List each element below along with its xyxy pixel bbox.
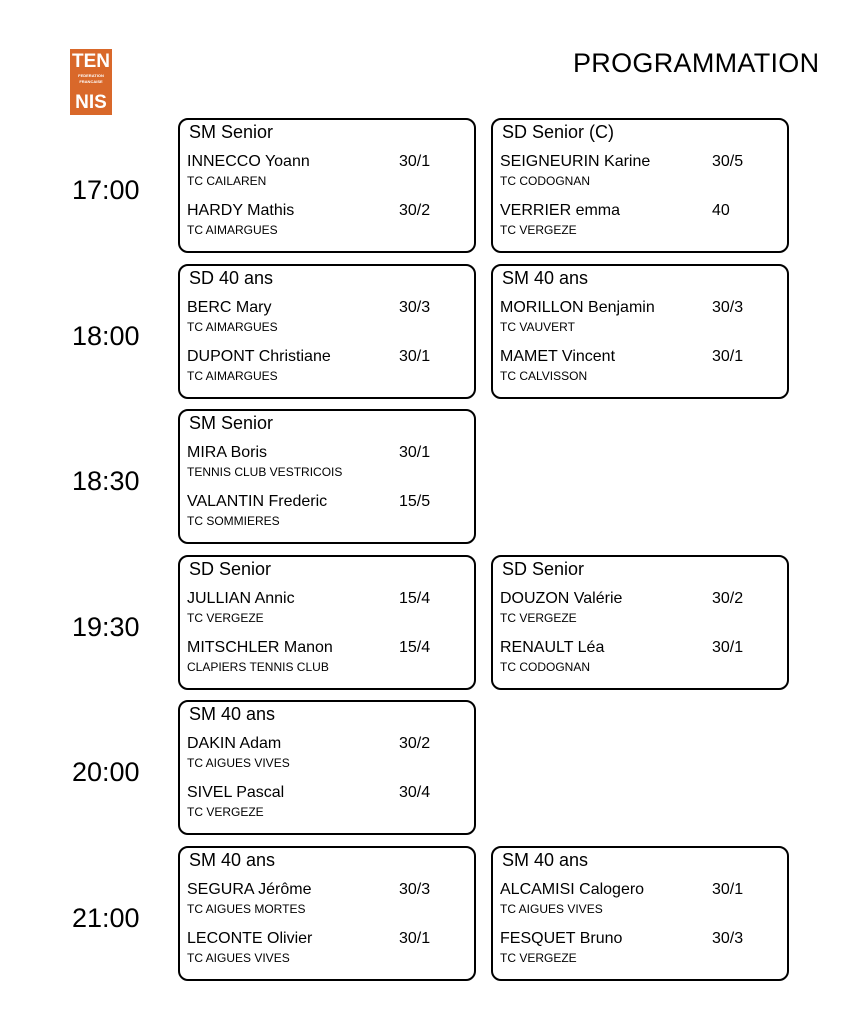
player-club: TC VERGEZE (187, 611, 264, 625)
player-club: TC AIGUES VIVES (500, 902, 603, 916)
match-category: SM 40 ans (502, 850, 589, 870)
player-ranking: 30/3 (399, 881, 431, 898)
match-category: SD Senior (C) (502, 122, 615, 142)
player-ranking: 15/4 (399, 590, 431, 607)
player-name: FESQUET Bruno (500, 930, 623, 947)
match-card (491, 264, 789, 399)
match-category: SM 40 ans (189, 704, 276, 724)
player-club: TC CODOGNAN (500, 660, 590, 674)
player-name: INNECCO Yoann (187, 153, 310, 170)
logo-text-bottom: NIS (75, 92, 107, 113)
match-category: SM Senior (189, 122, 274, 142)
player-name: SIVEL Pascal (187, 784, 285, 801)
player-name: MIRA Boris (187, 444, 268, 461)
player-club: TC AIMARGUES (187, 320, 278, 334)
player-name: HARDY Mathis (187, 202, 295, 219)
player-name: SEIGNEURIN Karine (500, 153, 651, 170)
player-name: ALCAMISI Calogero (500, 881, 645, 898)
player-ranking: 30/3 (712, 930, 744, 947)
player-club: TENNIS CLUB VESTRICOIS (187, 465, 343, 479)
player-club: TC AIMARGUES (187, 223, 278, 237)
player-club: TC AIGUES VIVES (187, 756, 290, 770)
player-name: JULLIAN Annic (187, 590, 295, 607)
time-slot: 18:00 (72, 321, 140, 351)
player-ranking: 30/1 (712, 881, 744, 898)
match-card (178, 264, 476, 399)
player-name: VALANTIN Frederic (187, 493, 328, 510)
player-ranking: 15/4 (399, 639, 431, 656)
player-ranking: 30/2 (399, 735, 431, 752)
player-ranking: 30/1 (399, 153, 431, 170)
match-card (178, 118, 476, 253)
player-ranking: 30/1 (712, 348, 744, 365)
player-ranking: 30/3 (399, 299, 431, 316)
match-category: SD Senior (502, 559, 585, 579)
player-club: TC CALVISSON (500, 369, 588, 383)
logo-subtext-2: FRANCAISE (79, 79, 103, 84)
player-club: TC VAUVERT (500, 320, 575, 334)
match-category: SM 40 ans (189, 850, 276, 870)
time-slot: 18:30 (72, 466, 140, 496)
match-category: SM 40 ans (502, 268, 589, 288)
player-name: BERC Mary (187, 299, 272, 316)
player-ranking: 30/1 (712, 639, 744, 656)
player-name: MORILLON Benjamin (500, 299, 655, 316)
player-ranking: 30/5 (712, 153, 744, 170)
match-card (178, 555, 476, 690)
match-card (491, 846, 789, 981)
player-club: CLAPIERS TENNIS CLUB (187, 660, 329, 674)
match-card (491, 555, 789, 690)
player-name: DAKIN Adam (187, 735, 282, 752)
player-club: TC SOMMIERES (187, 514, 280, 528)
player-name: SEGURA Jérôme (187, 881, 312, 898)
player-club: TC CAILAREN (187, 174, 267, 188)
logo-text-top: TEN (72, 51, 110, 72)
player-ranking: 30/2 (399, 202, 431, 219)
player-name: VERRIER emma (500, 202, 621, 219)
page-title: PROGRAMMATION (573, 48, 820, 78)
fft-tennis-logo (70, 49, 112, 115)
player-club: TC AIGUES VIVES (187, 951, 290, 965)
player-name: DOUZON Valérie (500, 590, 623, 607)
player-club: TC AIMARGUES (187, 369, 278, 383)
player-name: MAMET Vincent (500, 348, 616, 365)
player-name: RENAULT Léa (500, 639, 605, 656)
player-name: LECONTE Olivier (187, 930, 313, 947)
match-card (178, 700, 476, 835)
player-name: MITSCHLER Manon (187, 639, 333, 656)
player-ranking: 30/1 (399, 444, 431, 461)
player-ranking: 30/2 (712, 590, 744, 607)
player-name: DUPONT Christiane (187, 348, 331, 365)
match-card (491, 118, 789, 253)
time-slot: 19:30 (72, 612, 140, 642)
player-club: TC VERGEZE (500, 951, 577, 965)
player-club: TC AIGUES MORTES (187, 902, 306, 916)
time-slot: 17:00 (72, 175, 140, 205)
logo-subtext-1: FEDERATION (78, 73, 104, 78)
player-club: TC VERGEZE (187, 805, 264, 819)
player-ranking: 30/4 (399, 784, 431, 801)
match-card (178, 409, 476, 544)
match-card (178, 846, 476, 981)
player-ranking: 30/1 (399, 348, 431, 365)
time-slot: 20:00 (72, 757, 140, 787)
time-slot: 21:00 (72, 903, 140, 933)
player-ranking: 40 (712, 202, 730, 219)
player-club: TC CODOGNAN (500, 174, 590, 188)
player-club: TC VERGEZE (500, 611, 577, 625)
player-ranking: 30/3 (712, 299, 744, 316)
match-category: SD Senior (189, 559, 272, 579)
player-ranking: 30/1 (399, 930, 431, 947)
match-category: SD 40 ans (189, 268, 274, 288)
player-ranking: 15/5 (399, 493, 431, 510)
match-category: SM Senior (189, 413, 274, 433)
player-club: TC VERGEZE (500, 223, 577, 237)
